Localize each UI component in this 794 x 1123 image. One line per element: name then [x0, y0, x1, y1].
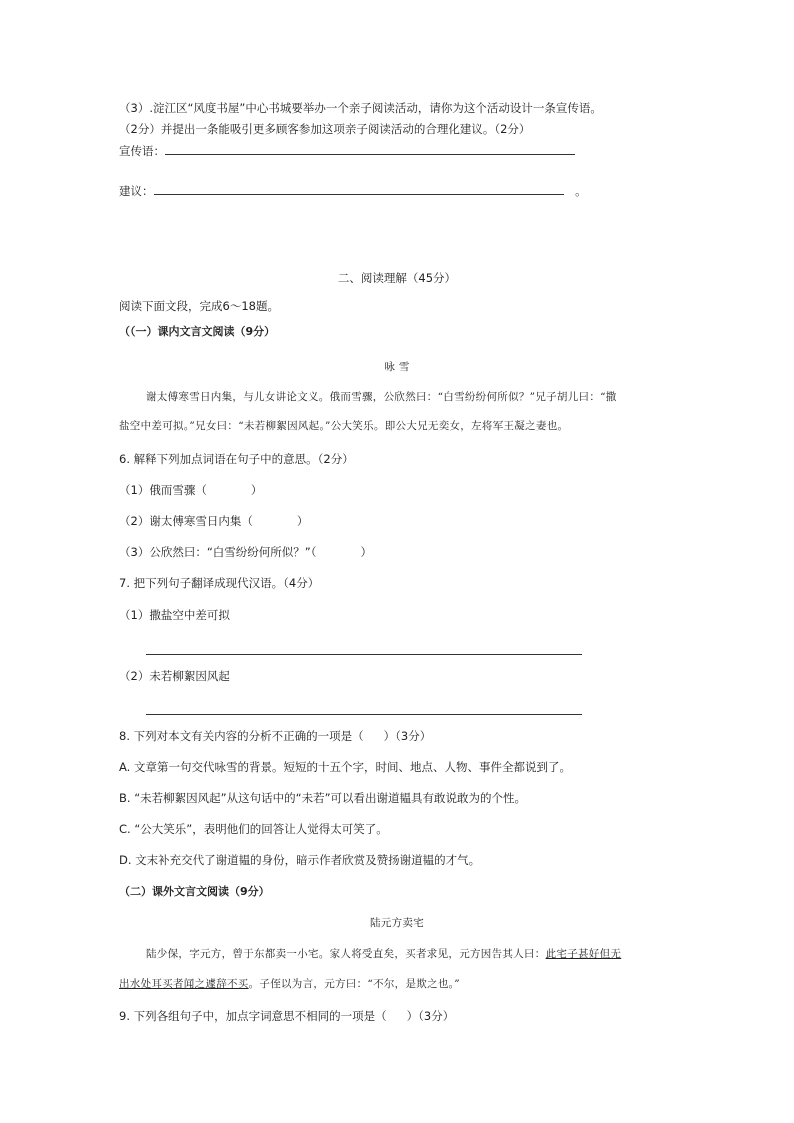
q6-item1 — [119, 482, 262, 498]
q8-option-d: D. 文末补充交代了谢道韫的身份，暗示作者欣赏及赞扬谢道韫的才气。 — [119, 853, 481, 867]
q6-item2-text: （2）谢太傅寒雪日内集（ — [119, 514, 253, 528]
section2-heading: 二、阅读理解（45分） — [337, 271, 457, 285]
part2-heading: （二）课外文言文阅读（9分） — [119, 885, 270, 898]
q3-line2: （2分）并提出一条能吸引更多顾客参加这项亲子阅读活动的合理化建议。（2分） — [119, 122, 531, 136]
q6-item3-text: （3）公欣然曰：“白雪纷纷何所似？”（ — [119, 545, 317, 559]
q7-stem: 7. 把下列句子翻译成现代汉语。（4分） — [119, 576, 320, 590]
q9-stem — [119, 1008, 454, 1024]
q6-item1-text: （1）俄而雪骤（ — [119, 483, 207, 497]
suggestion-row — [119, 183, 587, 199]
q7-item2: （2）未若柳絮因风起 — [119, 669, 230, 683]
q8-option-a: A. 文章第一句交代咏雪的背景。短短的十五个字，时间、地点、人物、事件全都说到了。 — [119, 760, 571, 774]
q8-option-b: B. “未若柳絮因风起”从这句话中的“未若”可以看出谢道韫具有敢说敢为的个性。 — [119, 791, 527, 805]
part2-line1-underlined: 此宅子甚好但无 — [545, 948, 622, 960]
q9-stem-prefix: 9. 下列各组句子中，加点字词意思不相同的一项是（ — [119, 1009, 387, 1023]
q8-option-c: C. “公大笑乐”，表明他们的回答让人觉得太可笑了。 — [119, 822, 388, 836]
suggestion-label: 建议： — [119, 184, 154, 198]
suggestion-blank[interactable] — [154, 183, 564, 195]
slogan-row — [119, 143, 575, 159]
q7-answer-line-2[interactable] — [146, 714, 582, 715]
q6-item2 — [119, 513, 308, 529]
part2-line2-plain: 。子侄以为言，元方曰：“不尔，是欺之也。” — [248, 978, 460, 990]
part2-line2 — [119, 976, 460, 992]
part2-line1-plain: 陆少保，字元方，曾于东都卖一小宅。家人将受直矣，买者求见，元方因告其人曰： — [146, 948, 546, 960]
q8-stem-prefix: 8. 下列对本文有关内容的分析不正确的一项是（ — [119, 729, 364, 743]
part2-line2-underlined: 出水处耳买者闻之遽辞不买 — [119, 978, 249, 990]
q9-stem-suffix: ）（3分） — [406, 1009, 455, 1023]
slogan-blank[interactable] — [165, 143, 575, 155]
q8-stem-suffix: ）（3分） — [383, 729, 432, 743]
q6-item1-close: ） — [250, 483, 263, 497]
part1-heading: （（一）课内文言文阅读（9分） — [119, 325, 276, 338]
suggestion-end: 。 — [575, 184, 587, 198]
slogan-label: 宣传语： — [119, 144, 165, 158]
part2-title: 陆元方卖宅 — [370, 917, 424, 929]
poem-title: 咏 雪 — [384, 361, 410, 373]
q6-item3 — [119, 544, 372, 560]
part2-line1 — [146, 946, 621, 962]
q7-item1: （1）撒盐空中差可拟 — [119, 608, 230, 622]
q6-item2-close: ） — [296, 514, 309, 528]
q6-item3-close: ） — [360, 545, 372, 559]
passage-line1: 谢太傅寒雪日内集，与儿女讲论文义。俄而雪骤，公欣然曰：“白雪纷纷何所似？”兄子胡儿曰：“撒 — [146, 391, 617, 403]
q6-stem: 6. 解释下列加点词语在句子中的意思。（2分） — [119, 452, 354, 466]
passage-line2: 盐空中差可拟。”兄女曰：“未若柳絮因风起。”公大笑乐。即公大兄无奕女，左将军王凝之妻也。 — [119, 420, 569, 432]
q7-answer-line-1[interactable] — [146, 654, 582, 655]
q3-line1: （3）.淀江区“风度书屋”中心书城要举办一个亲子阅读活动，请你为这个活动设计一条宣传语。 — [119, 101, 602, 115]
q8-stem — [119, 728, 431, 744]
section2-instruction: 阅读下面文段，完成6～18题。 — [119, 299, 279, 313]
